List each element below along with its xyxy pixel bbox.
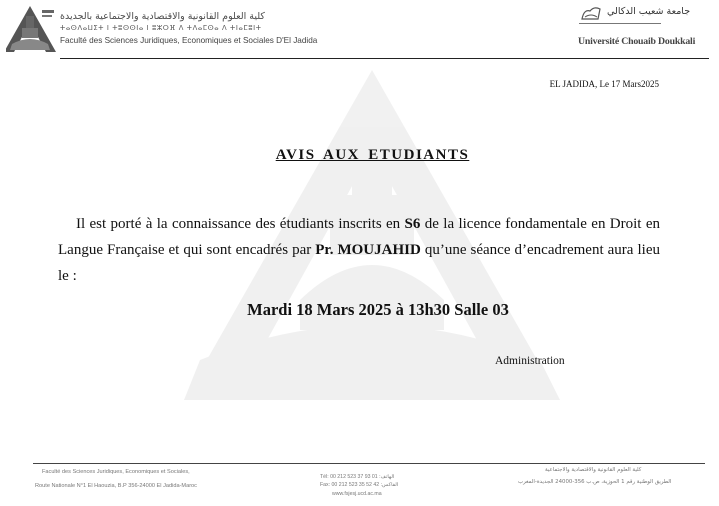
footer-faculty-name: Faculté des Sciences Juridiques, Economiques et Sociales, [42, 469, 190, 475]
notice-body [58, 211, 660, 289]
session-details: Mardi 18 Mars 2025 à 13h30 Salle 03 [247, 300, 509, 319]
faculty-logo-icon [6, 4, 58, 54]
faculty-name-arabic: كلية العلوم القانونية والاقتصادية والاجتماعية بالجديدة [60, 11, 265, 22]
faculty-name-tifinagh: ⵜⴰⵙⴷⴰⵡⵉⵜ ⵏ ⵜⵓⵙⵙⵏⴰ ⵏ ⵓⵣⵔⴼ ⴷ ⵜⴷⴰⵎⵙⴰ ⴷ ⵜⵏⴰⵎⵓⵏⵜ [60, 24, 262, 32]
signature: Administration [495, 355, 565, 367]
university-name-arabic: جامعة شعيب الدكالي [607, 6, 691, 17]
university-name-french: Université Chouaib Doukkali [578, 36, 696, 47]
university-divider [579, 23, 661, 24]
footer-divider [33, 463, 705, 464]
body-text-part-2: de la licence fondamentale en Droit en Langue Française et qui sont encadrés par [58, 216, 660, 258]
footer-faculty-name-arabic: كلية العلوم القانونية والاقتصادية والاجتماعية [545, 467, 642, 473]
footer-fax: Fax: 00 212 523 35 52 42 :الفاكس [320, 482, 399, 488]
university-logo-icon [580, 5, 602, 21]
footer-website: www.fsjesj.ucd.ac.ma [332, 491, 382, 497]
footer-phone: Tél: 00 212 523 37 93 01 :الهاتف [320, 474, 395, 480]
date-line: EL JADIDA, Le 17 Mars2025 [549, 79, 659, 89]
faculty-name-french: Faculté des Sciences Juridiques, Economiques et Sociales D'El Jadida [60, 36, 318, 45]
professor-name: Pr. MOUJAHID [315, 242, 421, 258]
footer-address: Route Nationale N°1 El Haouzia, B.P 356-24000 El Jadida-Maroc [35, 483, 197, 489]
notice-title: AVIS AUX ETUDIANTS [275, 147, 470, 163]
footer-address-arabic: الطريق الوطنية رقم 1 الحوزية، ص.ب 356-24000 الجديدة-المغرب [518, 479, 672, 485]
body-text-part-1: Il est porté à la connaissance des étudiants inscrits en [76, 216, 405, 232]
semester-label: S6 [404, 216, 421, 232]
header-divider [60, 58, 709, 59]
body-text-part-3: qu’une séance d’encadrement aura lieu le : [58, 242, 660, 284]
